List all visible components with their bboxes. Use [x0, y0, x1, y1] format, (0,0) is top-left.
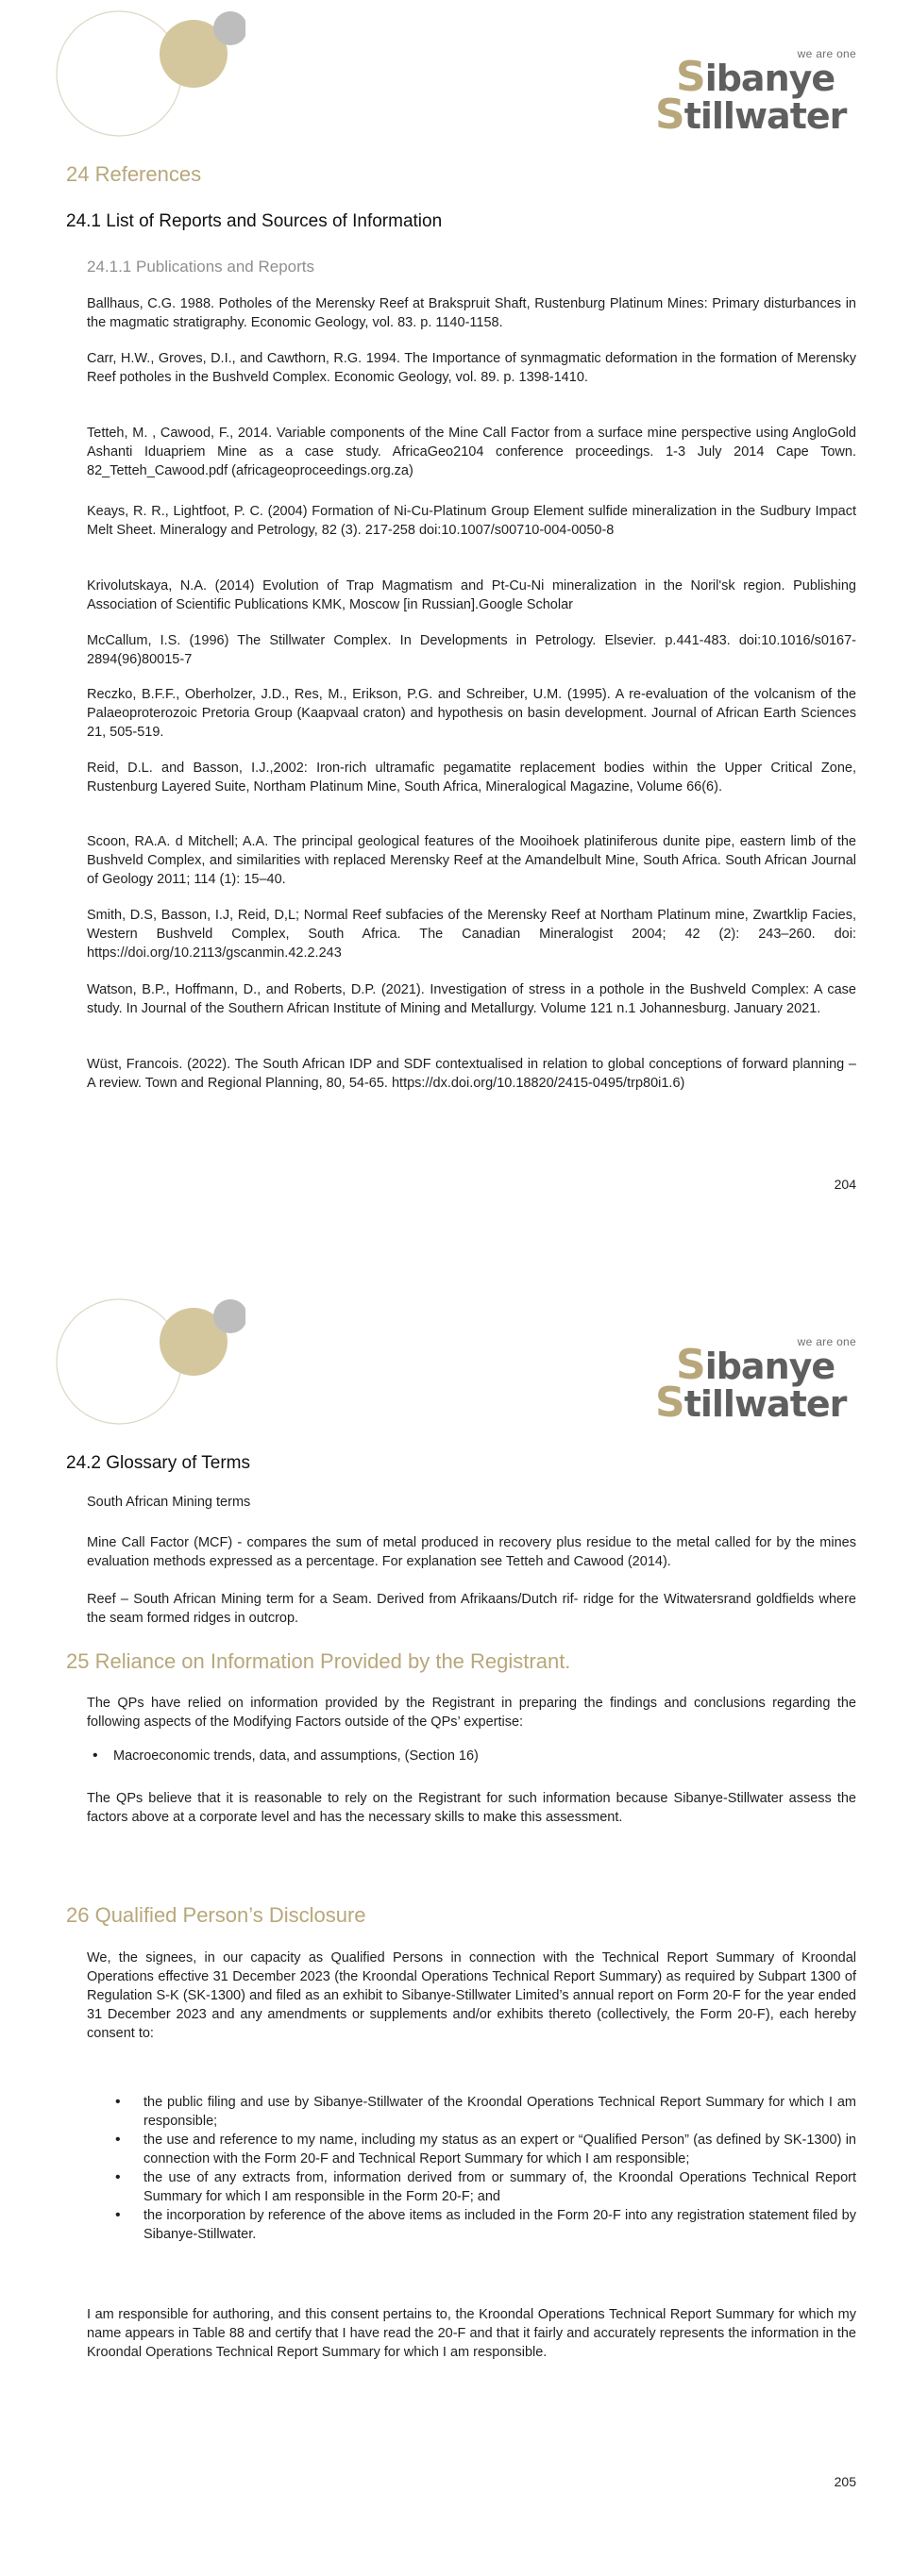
reference-item: Reid, D.L. and Basson, I.J.,2002: Iron-rich ultramafic pegamatite replacement bodies within the Upper Critical Zone, Rustenburg Layered Suite, Northam Platinum Mine, South Africa, Mineralogical Magazine, Volume 66(6). — [87, 761, 856, 795]
section-title-reliance: 25 Reliance on Information Provided by the Registrant. — [66, 1649, 571, 1673]
reference-item: McCallum, I.S. (1996) The Stillwater Complex. In Developments in Petrology. Elsevier. p.441-483. doi:10.1016/s0167-2894(96)80015-7 — [87, 633, 856, 667]
reference-item: Ballhaus, C.G. 1988. Potholes of the Merensky Reef at Brakspruit Shaft, Rustenburg Platinum Mines: Primary disturbances in the magmatic stratigraphy. Economic Geology, vol. 83. p. 1140-1158. — [87, 296, 856, 330]
glossary-mcf-definition: Mine Call Factor (MCF) - compares the sum of metal produced in recovery plus residue to the metal called for by the mines evaluation methods expressed as a percentage. For explanation see Tetteh and Cawood (2014). — [87, 1535, 856, 1569]
logo-wordmark-line2: Stillwater — [655, 1379, 847, 1427]
reference-item: Krivolutskaya, N.A. (2014) Evolution of Trap Magmatism and Pt-Cu-Ni mineralization in the Noril'sk region. Publishing Association of Scientific Publications KMK, Moscow [in Russian].Google Scholar — [87, 578, 856, 612]
sibanye-stillwater-logo — [650, 47, 862, 142]
logo-tagline: we are one — [797, 47, 856, 60]
qp-consent-item: • the use and reference to my name, including my status as an expert or “Qualified Person” (as defined by SK-1300) in connection with the Form 20-F and Technical Report Summary for which I am responsible; — [87, 2131, 856, 2168]
sibanye-stillwater-logo — [650, 1335, 862, 1430]
reliance-bullet-item: • Macroeconomic trends, data, and assumptions, (Section 16) — [87, 1747, 856, 1765]
page-205 — [0, 1288, 911, 2576]
section-title-qp-disclosure: 26 Qualified Person’s Disclosure — [66, 1903, 366, 1927]
subsubsection-title-publications: 24.1.1 Publications and Reports — [87, 258, 314, 276]
page-number: 205 — [834, 2474, 856, 2489]
qp-consent-item: • the use of any extracts from, information derived from or summary of, the Kroondal Operations Technical Report Summary for which I am responsible in the Form 20-F; and — [87, 2168, 856, 2206]
logo-wordmark-line2: Stillwater — [655, 91, 847, 139]
subsection-title-reports: 24.1 List of Reports and Sources of Information — [66, 211, 443, 231]
reliance-paragraph-2: The QPs believe that it is reasonable to rely on the Registrant for such information because Sibanye-Stillwater assess the factors above at a corporate level and has the necessary skills to make this assessment. — [87, 1791, 856, 1825]
page-number: 204 — [834, 1177, 856, 1192]
qp-paragraph-2: I am responsible for authoring, and this consent pertains to, the Kroondal Operations Technical Report Summary for which my name appears in Table 88 and certify that I have read the 20-F and that it fairly and accurately represents the information in the Kroondal Operations Technical Report Summary for which I am responsible. — [87, 2307, 856, 2360]
reference-item: Keays, R. R., Lightfoot, P. C. (2004) Formation of Ni-Cu-Platinum Group Element sulfide mineralization in the Sudbury Impact Melt Sheet. Mineralogy and Petrology, 82 (3). 217-258 doi:10.1007/s00710-004-0050-8 — [87, 504, 856, 538]
reliance-bullet-list — [87, 1747, 856, 1765]
reference-item: Carr, H.W., Groves, D.I., and Cawthorn, R.G. 1994. The Importance of synmagmatic deformation in the formation of Merensky Reef potholes in the Bushveld Complex. Economic Geology, vol. 89. p. 1398-1410. — [87, 351, 856, 385]
reference-item: Wüst, Francois. (2022). The South African IDP and SDF contextualised in relation to global conceptions of forward planning – A review. Town and Regional Planning, 80, 54-65. https://dx.doi.org/10.18820/2415-0495/trp80i1.6) — [87, 1057, 856, 1091]
decorative-circles-graphic — [0, 0, 245, 151]
reference-item: Reczko, B.F.F., Oberholzer, J.D., Res, M., Erikson, P.G. and Schreiber, U.M. (1995). A re-evaluation of the volcanism of the Palaeoproterozoic Pretoria Group (Kaapvaal craton) and hypothesis on basin development. Journal of African Earth Sciences 21, 505-519. — [87, 687, 856, 740]
logo-tagline: we are one — [797, 1335, 856, 1348]
qp-consent-bullet-list — [87, 2093, 856, 2244]
logo-wordmark-line1: Sibanye — [676, 1341, 835, 1389]
reference-item: Smith, D.S, Basson, I.J, Reid, D,L; Normal Reef subfacies of the Merensky Reef at Northam Platinum mine, Zwartklip Facies, Western Bushveld Complex, South Africa. The Canadian Mineralogist 2004; 42 (2): 243–260. doi: https://doi.org/10.2113/gscanmin.42.2.243 — [87, 908, 856, 961]
qp-consent-item: • the incorporation by reference of the above items as included in the Form 20-F into any registration statement filed by Sibanye-Stillwater. — [87, 2206, 856, 2244]
section-title-references: 24 References — [66, 162, 202, 186]
reference-item: Tetteh, M. , Cawood, F., 2014. Variable components of the Mine Call Factor from a surface mine perspective using AngloGold Ashanti Iduapriem Mine as a case study. AfricaGeo2104 conference proceedings. 1-3 July 2014 Cape Town. 82_Tetteh_Cawood.pdf (africageoproceedings.org.za) — [87, 426, 856, 478]
decorative-circles-graphic — [0, 1288, 245, 1439]
qp-paragraph-1: We, the signees, in our capacity as Qualified Persons in connection with the Technical Report Summary of Kroondal Operations effective 31 December 2023 (the Kroondal Operations Technical Report Summary) as required by Subpart 1300 of Regulation S-K (SK-1300) and filed as an exhibit to Sibanye-Stillwater Limited’s annual report on Form 20-F for the year ended 31 December 2023 and any amendments or supplements and/or exhibits thereto (collectively, the Form 20-F), each hereby consent to: — [87, 1950, 856, 2041]
glossary-reef-definition: Reef – South African Mining term for a Seam. Derived from Afrikaans/Dutch rif- ridge for the Witwatersrand goldfields where the seam formed ridges in outcrop. — [87, 1592, 856, 1626]
reference-item: Scoon, RA.A. d Mitchell; A.A. The principal geological features of the Mooihoek platiniferous dunite pipe, eastern limb of the Bushveld Complex, and similarities with replaced Merensky Reef at the Amandelbult Mine, South Africa. South African Journal of Geology 2011; 114 (1): 15–40. — [87, 834, 856, 887]
glossary-intro: South African Mining terms — [87, 1495, 251, 1510]
reliance-paragraph-1: The QPs have relied on information provided by the Registrant in preparing the findings and conclusions regarding the following aspects of the Modifying Factors outside of the QPs’ expertise: — [87, 1696, 856, 1730]
reference-item: Watson, B.P., Hoffmann, D., and Roberts, D.P. (2021). Investigation of stress in a pothole in the Bushveld Complex: A case study. In Journal of the Southern African Institute of Mining and Metallurgy. Volume 121 n.1 Johannesburg. January 2021. — [87, 982, 856, 1016]
qp-consent-item: • the public filing and use by Sibanye-Stillwater of the Kroondal Operations Technical Report Summary for which I am responsible; — [87, 2093, 856, 2131]
subsection-title-glossary: 24.2 Glossary of Terms — [66, 1453, 251, 1473]
logo-wordmark-line1: Sibanye — [676, 53, 835, 101]
